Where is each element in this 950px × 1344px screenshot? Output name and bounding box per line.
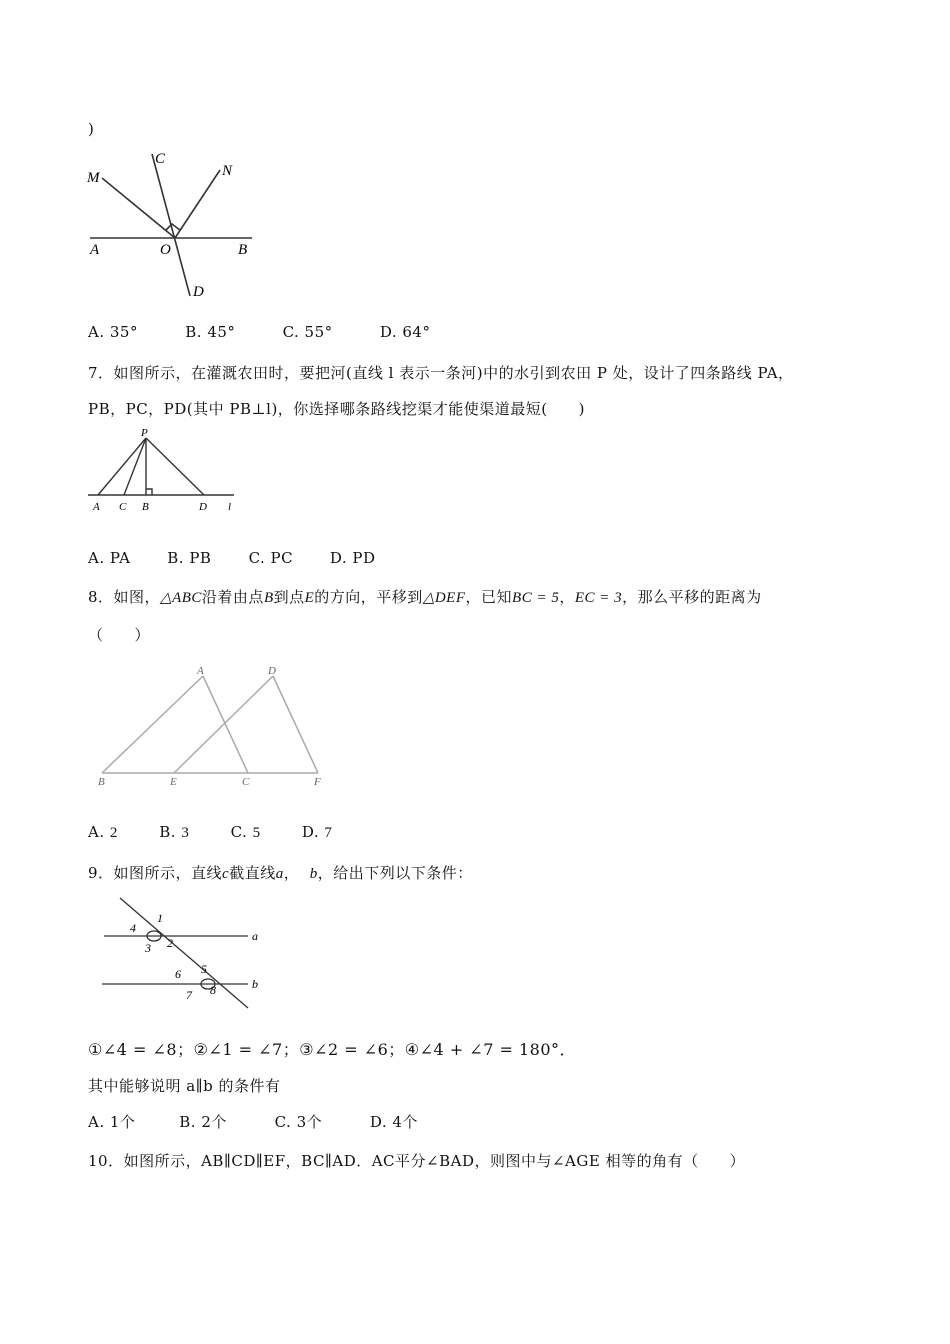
q9-line-c: c	[222, 866, 230, 882]
q9-option-letter: D.	[369, 1113, 388, 1131]
q8-text-part: ，	[559, 588, 575, 606]
q8-eq-bc: BC = 5	[512, 590, 560, 606]
q9-label-b: b	[252, 977, 258, 991]
q7-label-D: D	[199, 501, 207, 513]
q9-options	[88, 1111, 418, 1132]
q9-text-part: 9．如图所示，直线	[88, 864, 223, 882]
q6-label-N: N	[222, 163, 233, 179]
q9-text-line1	[88, 862, 473, 883]
q9-text-part: 截直线	[229, 864, 276, 882]
q6-closing-paren: )	[88, 120, 95, 138]
q8-option-value: 7	[324, 825, 333, 841]
q8-text-part: 到点	[273, 588, 305, 606]
q6-options	[88, 323, 430, 341]
q6-label-B: B	[238, 242, 248, 258]
q8-point-e: E	[304, 590, 315, 606]
q8-label-C: C	[242, 776, 250, 788]
q8-label-F: F	[314, 776, 321, 788]
q9-figure	[98, 896, 270, 1012]
q7-label-C: C	[119, 501, 127, 513]
q8-option-c[interactable]	[231, 823, 297, 842]
q9-conditions: ①∠4 = ∠8；②∠1 = ∠7；③∠2 = ∠6；④∠4 + ∠7 = 180°．	[88, 1040, 576, 1059]
q7-option-a[interactable]: A. PA	[88, 549, 131, 567]
q9-line-a: a	[275, 866, 284, 882]
q9-label-8: 8	[210, 983, 216, 997]
q6-label-C: C	[155, 151, 166, 167]
q9-option-value: 3个	[296, 1113, 323, 1131]
q7-label-l: l	[228, 501, 232, 513]
q6-label-A: A	[90, 242, 100, 258]
q9-label-3: 3	[145, 941, 151, 955]
q8-option-a[interactable]	[88, 823, 154, 842]
q9-label-7: 7	[186, 988, 192, 1002]
q7-figure	[84, 428, 240, 516]
q9-label-4: 4	[130, 921, 136, 935]
q8-text-part: 沿着由点	[201, 588, 264, 606]
q7-options	[88, 549, 376, 567]
q8-option-letter: C.	[230, 823, 248, 841]
q6-label-O: O	[160, 242, 171, 258]
q8-option-value: 2	[109, 825, 118, 841]
q9-option-a[interactable]	[88, 1111, 174, 1132]
q7-label-B: B	[142, 501, 149, 513]
q9-text-part: ，给出下列以下条件：	[317, 864, 473, 882]
q9-line-b: b	[309, 866, 318, 882]
q8-text-part: 的方向，平移到	[314, 588, 423, 606]
q8-option-letter: D.	[301, 823, 320, 841]
q9-label-2: 2	[167, 936, 173, 950]
q7-text-line2: PB，PC，PD(其中 PB⊥l)，你选择哪条路线挖渠才能使渠道最短( )	[88, 400, 586, 418]
q9-option-b[interactable]	[179, 1111, 269, 1132]
q7-option-d[interactable]: D. PD	[329, 549, 376, 567]
q9-option-letter: A.	[88, 1113, 105, 1131]
q7-label-P: P	[141, 428, 148, 439]
q8-option-d[interactable]	[302, 823, 333, 842]
q9-label-6: 6	[175, 967, 181, 981]
q9-option-d[interactable]	[370, 1111, 418, 1132]
q8-text-part: ，已知	[465, 588, 513, 606]
q7-label-A: A	[93, 501, 100, 513]
q8-options	[88, 823, 332, 842]
q10-text-line1: 10．如图所示，AB∥CD∥EF，BC∥AD．AC平分∠BAD，则图中与∠AGE 相等的角有（ ）	[88, 1152, 746, 1170]
q8-text-part: 8．如图，	[88, 588, 161, 606]
q6-option-c[interactable]: C. 55°	[282, 323, 333, 341]
q8-triangle-def: △DEF	[422, 590, 466, 606]
q8-option-value: 5	[252, 825, 261, 841]
q6-option-d[interactable]: D. 64°	[379, 323, 431, 341]
q7-option-c[interactable]: C. PC	[248, 549, 294, 567]
q8-text-part: ，那么平移的距离为	[622, 588, 762, 606]
q8-text-line1	[88, 586, 762, 607]
q9-option-letter: C.	[274, 1113, 292, 1131]
q8-option-value: 3	[181, 825, 190, 841]
q9-option-value: 4个	[392, 1113, 418, 1131]
q7-option-b[interactable]: B. PB	[167, 549, 212, 567]
q8-option-b[interactable]	[159, 823, 225, 842]
q9-option-c[interactable]	[275, 1111, 365, 1132]
q8-option-letter: B.	[159, 823, 177, 841]
q9-option-value: 1个	[109, 1113, 136, 1131]
q9-label-5: 5	[201, 962, 207, 976]
q9-label-a: a	[252, 929, 258, 943]
q9-question: 其中能够说明 a∥b 的条件有	[88, 1077, 281, 1095]
q8-label-B: B	[98, 776, 105, 788]
q6-label-D: D	[193, 284, 204, 300]
q8-eq-ec: EC = 3	[574, 590, 623, 606]
q9-label-1: 1	[157, 911, 163, 925]
q8-option-letter: A.	[88, 823, 105, 841]
q8-point-b: B	[263, 590, 274, 606]
q6-label-M: M	[87, 170, 100, 186]
q8-label-D: D	[268, 665, 276, 677]
q9-option-value: 2个	[201, 1113, 227, 1131]
q8-triangle-abc: △ABC	[160, 590, 202, 606]
q6-option-b[interactable]: B. 45°	[185, 323, 236, 341]
q7-text-line1: 7．如图所示，在灌溉农田时，要把河(直线 l 表示一条河)中的水引到农田 P 处，设计了四条路线 PA，	[88, 364, 794, 382]
q8-label-A: A	[197, 665, 204, 677]
q8-figure	[90, 660, 330, 792]
q6-figure	[80, 148, 260, 300]
q6-option-a[interactable]: A. 35°	[88, 323, 138, 341]
q9-text-part: ，	[283, 864, 300, 882]
q8-label-E: E	[170, 776, 177, 788]
q8-text-line2: （ ）	[88, 626, 151, 644]
q9-option-letter: B.	[179, 1113, 197, 1131]
